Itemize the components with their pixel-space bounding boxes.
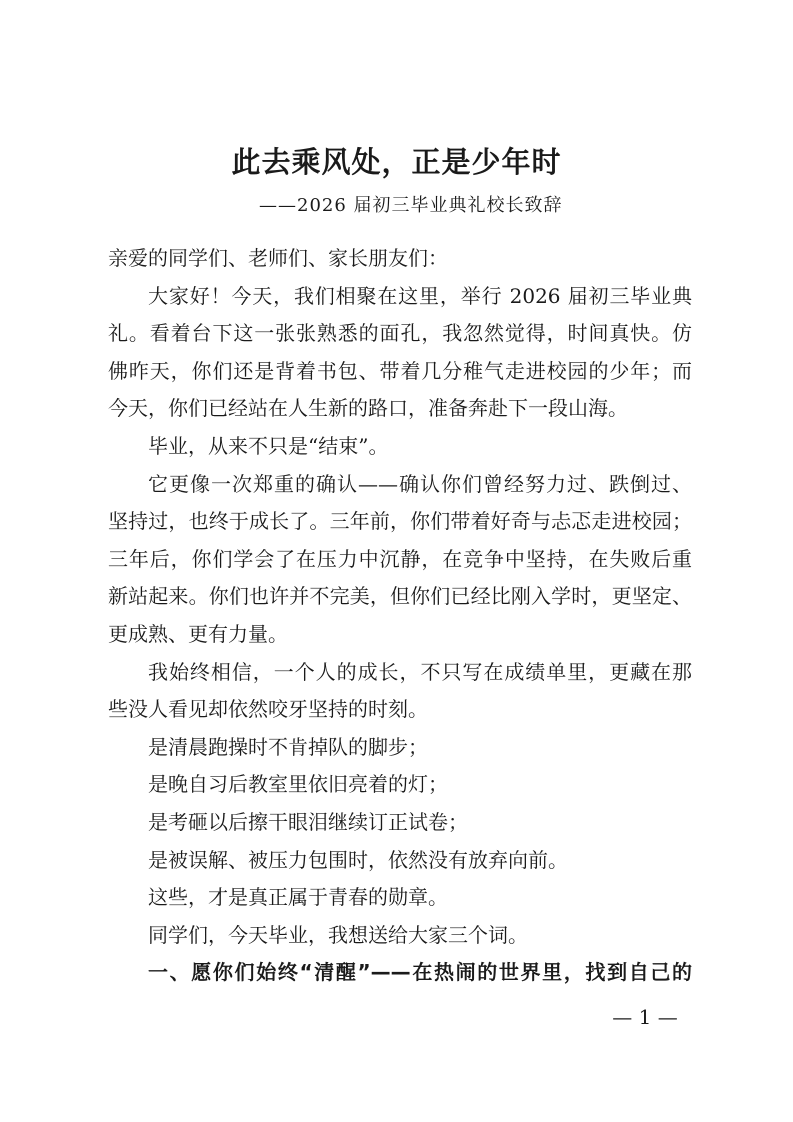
body-line: 这些，才是真正属于青春的勋章。 [148,885,448,910]
document-body [108,240,692,992]
body-line: 坚持过，也终于成长了。三年前，你们带着好奇与忐忑走进校园； [108,509,692,534]
body-line: 大家好！今天，我们相聚在这里，举行 2026 届初三毕业典 [148,283,692,308]
body-line: 是被误解、被压力包围时，依然没有放弃向前。 [148,847,568,872]
document-title: 此去乘风处，正是少年时 [231,145,562,179]
page-number: — 1 — [612,1005,678,1029]
body-line: 一、愿你们始终“清醒”——在热闹的世界里，找到自己的 [148,960,692,985]
body-line: 它更像一次郑重的确认——确认你们曾经努力过、跌倒过、 [148,471,692,496]
body-line: 亲爱的同学们、老师们、家长朋友们： [108,246,448,270]
body-line: 佛昨天，你们还是背着书包、带着几分稚气走进校园的少年；而 [108,358,692,383]
document-subtitle: ——2026 届初三毕业典礼校长致辞 [259,195,563,216]
body-line: 同学们，今天毕业，我想送给大家三个词。 [148,922,528,947]
body-line: 三年后，你们学会了在压力中沉静，在竞争中坚持，在失败后重 [108,546,692,571]
body-line: 是清晨跑操时不肯掉队的脚步； [148,734,428,759]
body-line: 礼。看着台下这一张张熟悉的面孔，我忽然觉得，时间真快。仿 [108,321,692,346]
body-line: 毕业，从来不只是“结束”。 [148,433,389,458]
body-line: 些没人看见却依然咬牙坚持的时刻。 [108,697,428,722]
body-line: 是晚自习后教室里依旧亮着的灯； [148,772,448,797]
body-line: 新站起来。你们也许并不完美，但你们已经比刚入学时，更坚定、 [108,584,692,609]
body-line: 今天，你们已经站在人生新的路口，准备奔赴下一段山海。 [108,396,628,421]
body-line: 是考砸以后擦干眼泪继续订正试卷； [148,809,468,834]
body-line: 我始终相信，一个人的成长，不只写在成绩单里，更藏在那 [148,659,692,684]
body-line: 更成熟、更有力量。 [108,621,288,646]
